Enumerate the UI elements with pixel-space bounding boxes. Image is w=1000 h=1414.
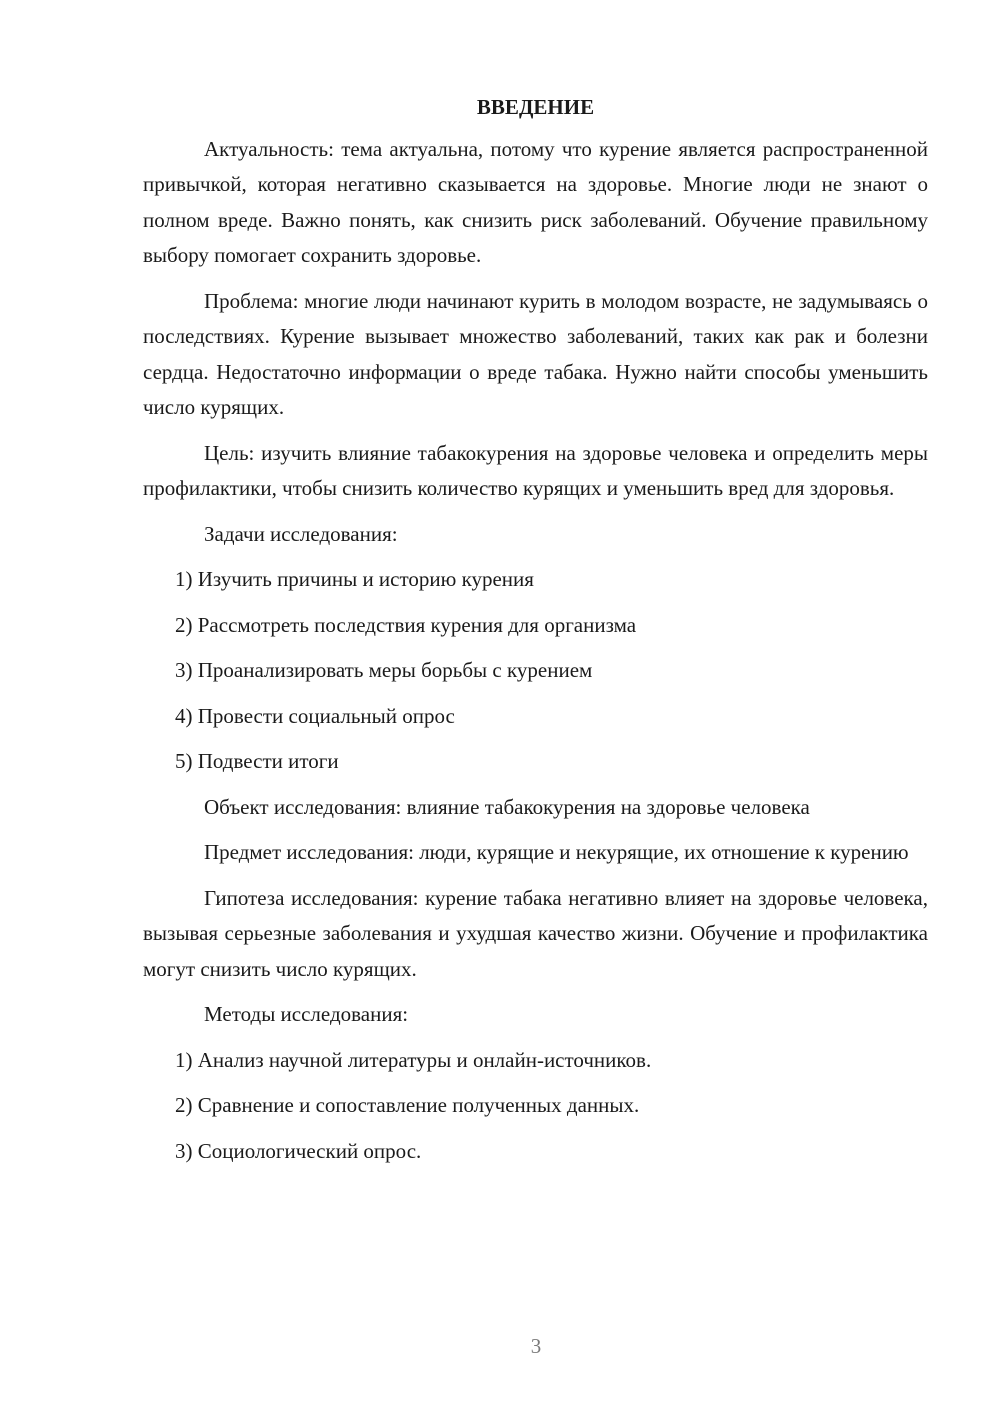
problem-paragraph: Проблема: многие люди начинают курить в молодом возрасте, не задумываясь о последствиях. Курение вызывает множество заболеваний, таких как рак и болезни сердца. Недостаточно информации о вреде табака. Нужно найти способы уменьшить число курящих. (143, 288, 928, 419)
subject-paragraph: Предмет исследования: люди, курящие и некурящие, их отношение к курению (204, 840, 909, 864)
list-item: 1) Анализ научной литературы и онлайн-источников. (175, 1047, 652, 1072)
list-item: 2) Рассмотреть последствия курения для организма (175, 612, 637, 637)
list-item: 5) Подвести итоги (175, 749, 339, 773)
object-line: Объект исследования: влияние табакокурения на здоровье человека (204, 794, 810, 819)
document-page (143, 90, 928, 1179)
tasks-label: Задачи исследования: (204, 521, 398, 546)
list-item: 4) Провести социальный опрос (175, 703, 455, 728)
list-item: 3) Социологический опрос. (175, 1138, 422, 1163)
list-item: 3) Проанализировать меры борьбы с курением (175, 658, 593, 682)
page-title: ВВЕДЕНИЕ (476, 95, 595, 119)
goal-paragraph: Цель: изучить влияние табакокурения на здоровье человека и определить меры профилактики, чтобы снизить количество курящих и уменьшить вред для здоровья. (143, 440, 928, 500)
methods-label: Методы исследования: (204, 1002, 409, 1026)
methods-list (143, 1043, 928, 1170)
list-item: 1) Изучить причины и историю курения (175, 567, 534, 591)
tasks-list (143, 562, 928, 780)
hypothesis-paragraph: Гипотеза исследования: курение табака негативно влияет на здоровье человека, вызывая серьезные заболевания и ухудшая качество жизни. Обучение и профилактика могут снизить число курящих. (143, 885, 928, 981)
list-item: 2) Сравнение и сопоставление полученных данных. (175, 1093, 640, 1117)
relevance-paragraph: Актуальность: тема актуальна, потому что курение является распространенной привычкой, которая негативно сказывается на здоровье. Многие люди не знают о полном вреде. Важно понять, как снизить риск заболеваний. Обучение правильному выбору помогает сохранить здоровье. (143, 136, 928, 267)
page-number: 3 (530, 1334, 542, 1358)
